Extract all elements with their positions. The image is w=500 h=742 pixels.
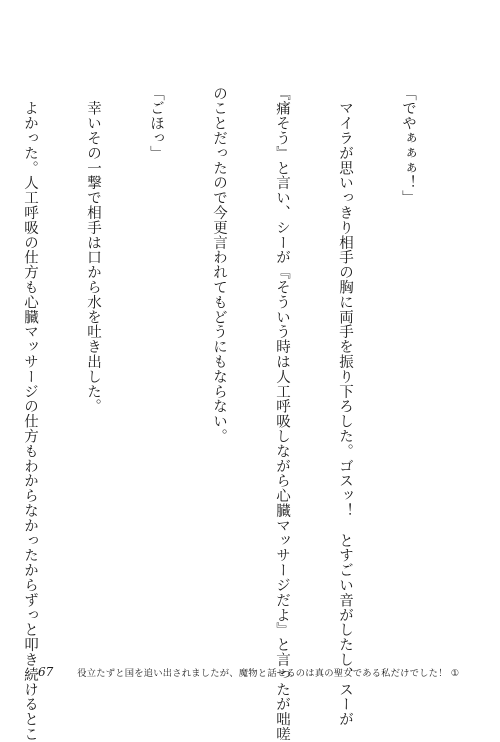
text-line: 『痛そう』と言い、シーが『そういう時は人工呼吸しながら心臓マッサージだよ』と言ったが咄嗟 — [274, 86, 290, 742]
page-footer — [38, 662, 476, 682]
text-line: 「でやぁぁぁ！」 — [400, 86, 416, 206]
text-line: のことだったので今更言われてもどうにもならない。 — [211, 86, 227, 444]
page-number: 67 — [38, 665, 54, 679]
text-line: 「ごほっ」 — [148, 86, 164, 161]
running-title: 役立たずと国を追い出されましたが、魔物と話せるのは真の聖女である私だけでした！ ① — [77, 668, 460, 679]
text-line: 幸いその一撃で相手は口から水を吐き出した。 — [85, 86, 101, 414]
text-line: マイラが思いっきり相手の胸に両手を振り下ろした。ゴスッ！ とすごい音がしたし、スーが — [337, 86, 353, 727]
text-line: よかった。人工呼吸の仕方も心臓マッサージの仕方もわからなかったからずっと叩き続けるとこ — [22, 86, 38, 742]
